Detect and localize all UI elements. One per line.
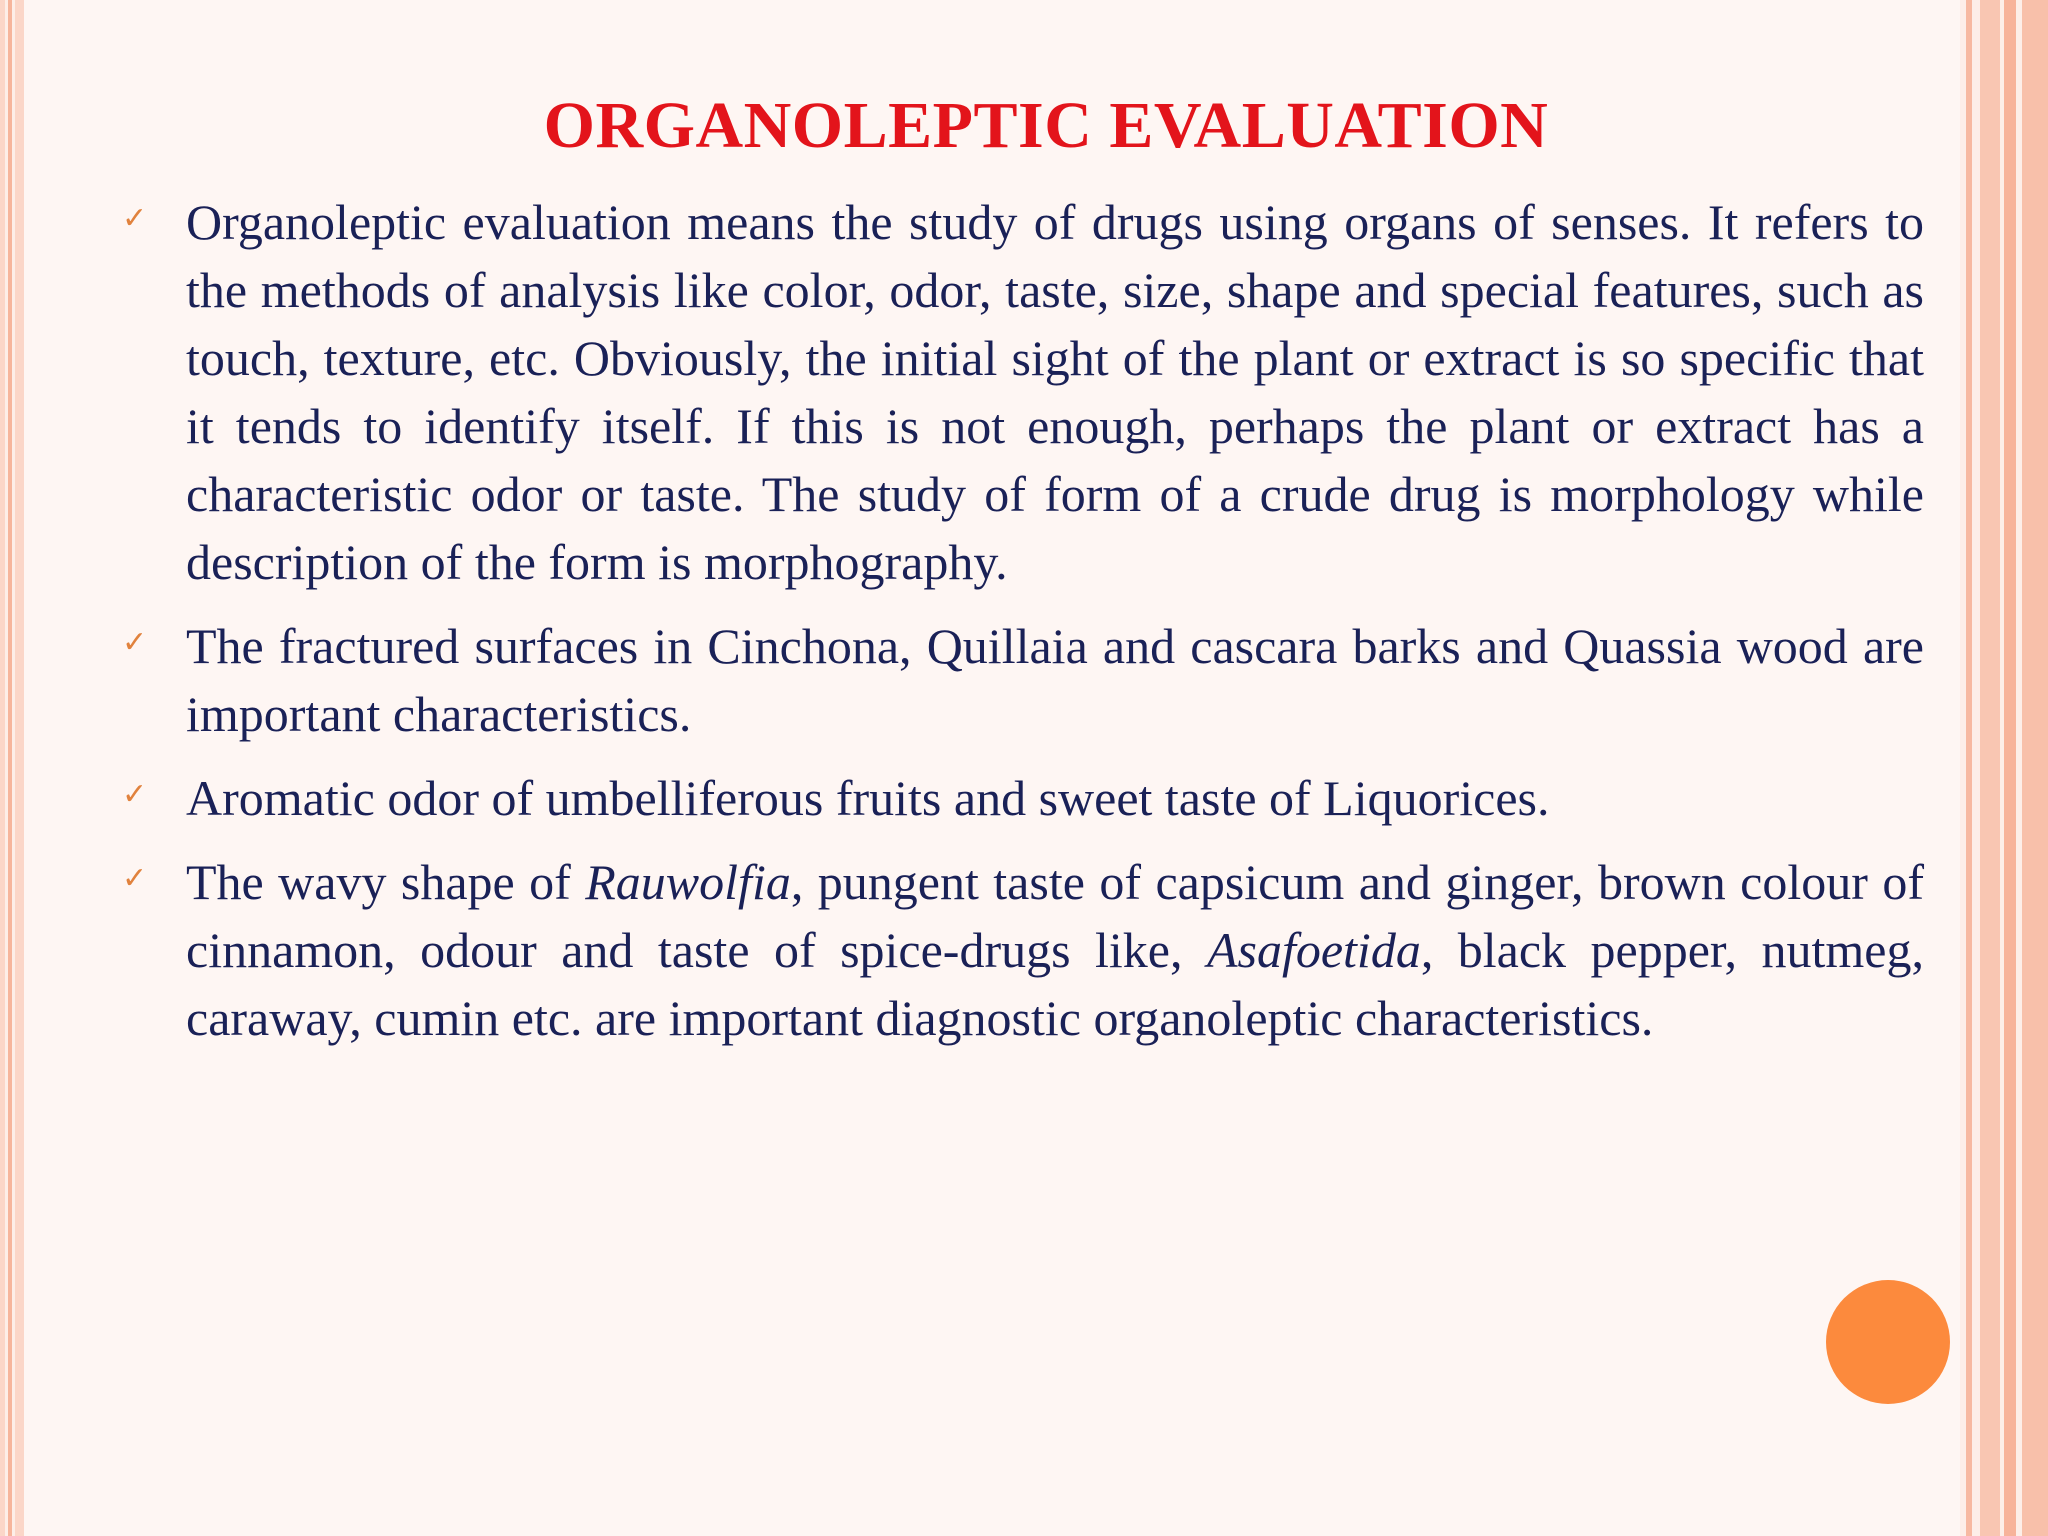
right-decorative-border: [1960, 0, 2048, 1536]
bullet-text: [186, 848, 1924, 1052]
bullet-text: [186, 764, 1924, 832]
bullet-item-4: [120, 848, 1924, 1052]
bullet-text-segment: , pungent taste of capsicum and ginger, brown colour of cinnamon, odour and taste of spice-drugs like,: [186, 854, 1924, 978]
bullet-item-1: [120, 188, 1924, 596]
bullet-text-segment: The wavy shape of: [186, 854, 586, 910]
check-icon: ✓: [122, 861, 148, 896]
italic-term-asafoetida: Asafoetida: [1206, 922, 1421, 978]
bullet-text-segment: Aromatic odor of umbelliferous fruits and sweet taste of Liquorices.: [186, 770, 1550, 826]
left-decorative-border: [0, 0, 24, 1536]
check-icon: ✓: [122, 625, 148, 660]
bullet-text-segment: The fractured surfaces in Cinchona, Quillaia and cascara barks and Quassia wood are important characteristics.: [186, 618, 1924, 742]
orange-circle-decoration: [1826, 1280, 1950, 1404]
italic-term-rauwolfia: Rauwolfia: [585, 854, 791, 910]
bullet-text: [186, 612, 1924, 748]
check-icon: ✓: [122, 777, 148, 812]
bullet-item-3: [120, 764, 1924, 832]
bullet-list: [120, 188, 1924, 1068]
bullet-text: [186, 188, 1924, 596]
bullet-text-segment: Organoleptic evaluation means the study of drugs using organs of senses. It refers to the methods of analysis like color, odor, taste, size, shape and special features, such as touch, texture, etc. Obviously, the initial sight of the plant or extract is so specific that it tends to identify itself. If this is not enough, perhaps the plant or extract has a characteristic odor or taste. The study of form of a crude drug is morphology while description of the form is morphography.: [186, 194, 1924, 590]
slide-title: ORGANOLEPTIC EVALUATION: [543, 89, 1549, 162]
bullet-item-2: [120, 612, 1924, 748]
check-icon: ✓: [122, 201, 148, 236]
bullet-text-segment: , black pepper, nutmeg, caraway, cumin etc. are important diagnostic organoleptic characteristics.: [186, 922, 1924, 1046]
